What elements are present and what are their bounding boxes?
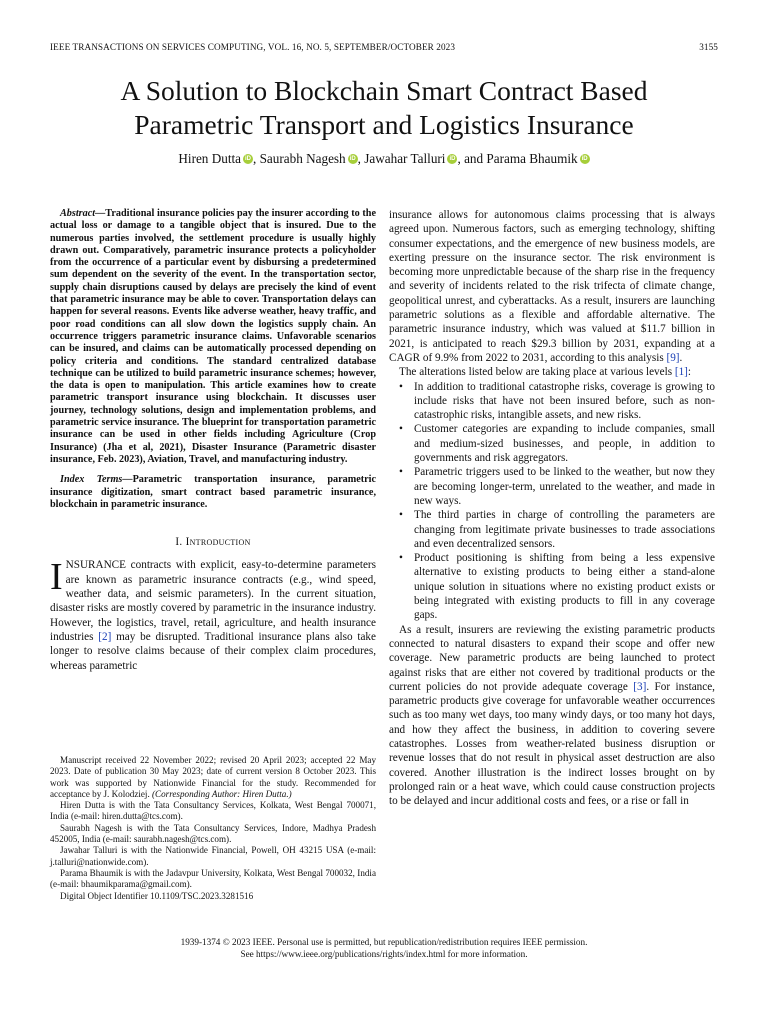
section-title: Introduction xyxy=(185,536,251,549)
footnote-manuscript xyxy=(50,755,376,800)
list-item: • Product positioning is shifting from being a less expensive alternative to existing products to being either a stand-alone unique solution in situations where no existing product exists or being integrated with existing products to fill in any coverage gaps. xyxy=(414,551,715,622)
abstract-text: Traditional insurance policies pay the insurer according to the actual loss or damage to a tangible object that is insured. Due to the numerous parties involved, the settlement procedure is usually highly drawn out. Comparatively, parametric insurance protects a policyholder from the occurrence of a particular event by disbursing a predetermined sum dependent on the severity of the event. In the transportation sector, supply chain disruptions caused by delays are precisely the kind of event that parametric insurance may be able to cover. Transportation delays can happen for several reasons. Events like adverse weather, heavy traffic, and poor road conditions can all slow down the logistics supply chain. An occurrence triggers parametric insurance claims. Unfavorable scenarios can be insured, and claims can be automatically processed depending on policy criteria and conditions. The standard centralized database technique can be utilized to build parametric insurance schemes; however, the data is open to manipulation. This article examines how to create parametric transport insurance using blockchain. It discusses user journey, technology solutions, design and implementation problems, and parametric service insurance. The blueprint for transportation parametric insurance can be used in other fields including Agriculture (Crop Insurance) (Jha et al, 2021), Disaster Insurance (Parametric disaster insurance, Feb. 2023), Aviation, Travel, and manufacturing industry. xyxy=(50,208,376,465)
body-text: . xyxy=(679,351,683,364)
footnote-affiliation: Jawahar Talluri is with the Nationwide Financial, Powell, OH 43215 USA (e-mail: j.talluri@nationwide.com). xyxy=(50,845,376,867)
author-separator: , xyxy=(253,151,260,166)
index-terms-label: Index Terms— xyxy=(60,474,133,486)
body-paragraph xyxy=(389,623,715,809)
abstract xyxy=(50,208,376,466)
orcid-icon[interactable]: iD xyxy=(449,156,456,162)
bullet-list xyxy=(389,380,715,623)
copyright-line: 1939-1374 © 2023 IEEE. Personal use is permitted, but republication/redistribution requires IEEE permission. xyxy=(180,937,588,947)
body-text: As a result, insurers are reviewing the existing parametric products connected to natural disasters to expand their scope and offer new coverage. New parametric products are being launched to protect against risks that are either not covered by traditional products or the current policies do not provide adequate coverage xyxy=(389,623,715,693)
index-terms xyxy=(50,474,376,511)
index-terms-text: Parametric transportation insurance, parametric insurance digitization, smart contract based parametric insurance, blockchain in parametric insurance. xyxy=(50,474,376,510)
abstract-label: Abstract— xyxy=(60,208,106,219)
running-header xyxy=(50,42,718,52)
body-paragraph xyxy=(389,365,715,379)
rights-line: See https://www.ieee.org/publications/rights/index.html for more information. xyxy=(240,948,528,959)
footnote-affiliation: Hiren Dutta is with the Tata Consultancy Services, Kolkata, West Bengal 700071, India (e-mail: hiren.dutta@tcs.com). xyxy=(50,800,376,822)
citation-link[interactable]: [1] xyxy=(674,366,688,379)
footnote-doi: Digital Object Identifier 10.1109/TSC.2023.3281516 xyxy=(60,890,254,901)
author-3: Jawahar Talluri xyxy=(364,151,446,166)
section-heading xyxy=(50,535,376,549)
title-line-1: A Solution to Blockchain Smart Contract Based xyxy=(120,75,648,106)
author-separator: , and xyxy=(457,151,487,166)
author-1: Hiren Dutta xyxy=(178,151,241,166)
page-number: 3155 xyxy=(699,42,718,52)
list-item: • The third parties in charge of controlling the parameters are changing from legitimate private businesses to trade associations and even decentralized sensors. xyxy=(414,508,715,551)
author-4: Parama Bhaumik xyxy=(486,151,578,166)
citation-link[interactable]: [3] xyxy=(633,680,647,693)
left-column xyxy=(50,208,376,673)
footnotes xyxy=(50,755,376,902)
intro-paragraph xyxy=(50,558,376,672)
list-item: • Parametric triggers used to be linked to the weather, but now they are becoming longer-term, unrelated to the weather, and made in new ways. xyxy=(414,465,715,508)
citation-link[interactable]: [9] xyxy=(666,351,680,364)
footnote-text: Manuscript received 22 November 2022; revised 20 April 2023; accepted 22 May 2023. Date of publication 30 May 2023; date of current version 8 October 2023. This work was supported by Nationwide Financial for the study. Recommended for acceptance by J. Kolodziej. xyxy=(50,755,376,799)
body-paragraph xyxy=(389,208,715,365)
orcid-icon[interactable]: iD xyxy=(581,156,588,162)
right-column xyxy=(389,208,715,808)
journal-name: IEEE TRANSACTIONS ON SERVICES COMPUTING, VOL. 16, NO. 5, SEPTEMBER/OCTOBER 2023 xyxy=(50,42,456,52)
author-list xyxy=(40,151,728,167)
list-item: • In addition to traditional catastrophe risks, coverage is growing to include risks that have not been insured before, such as non-catastrophic risks, intangible assets, and new risks. xyxy=(414,380,715,423)
intro-text: may be disrupted. Traditional insurance plans also take longer to resolve claims because of their complex claim procedures, whereas parametric xyxy=(50,630,376,672)
intro-text: NSURANCE contracts with explicit, easy-to-determine parameters are known as parametric insurance contracts (e.g., wind speed, weather data, and seismic parameters). In the current situation, disaster risks are mostly covered by parametric in the insurance industry. However, the logistics, travel, retail, agriculture, and health insurance industries xyxy=(50,559,376,643)
citation-link[interactable]: [2] xyxy=(98,630,112,643)
body-text: insurance allows for autonomous claims processing that is always agreed upon. Numerous factors, such as emerging technology, shifting consumer expectations, and the emergence of new business models, are exerting pressure on the insurance sector. The risk environment is becoming more unpredictable because of the sharp rise in the frequency and severity of incidents related to the risk trifecta of climate change, geopolitical unrest, and cyberattacks. As a result, insurers are launching parametric solutions as a flexible and affordable alternative. The parametric insurance industry, which was valued at $11.7 billion in 2021, is anticipated to reach $29.3 billion by 2031, expanding at a CAGR of 9.9% from 2022 to 2031, according to this analysis xyxy=(389,209,715,364)
footnote-affiliation: Saurabh Nagesh is with the Tata Consultancy Services, Indore, Madhya Pradesh 452005, India (e-mail: saurabh.nagesh@tcs.com). xyxy=(50,822,376,845)
drop-cap: I xyxy=(50,556,63,599)
body-text: : xyxy=(687,366,692,379)
title-line-2: Parametric Transport and Logistics Insurance xyxy=(134,109,634,140)
list-item: • Customer categories are expanding to include companies, small and medium-sized businesses, and people, in addition to governments and risk aggregators. xyxy=(414,422,715,465)
footnote-affiliation: Parama Bhaumik is with the Jadavpur University, Kolkata, West Bengal 700032, India (e-mail: bhaumikparama@gmail.com). xyxy=(50,867,376,890)
orcid-icon[interactable]: iD xyxy=(245,156,251,162)
orcid-icon[interactable]: iD xyxy=(349,156,356,162)
author-separator: , xyxy=(357,151,365,166)
copyright-footer xyxy=(40,937,728,960)
paper-title xyxy=(40,74,728,142)
body-text: . For instance, parametric products give coverage for unfavorable weather occurrences such as too many wet days, too many windy days, or too many hot days, and how they affect the business, in addition to covering severe catastrophes. Losses from weather-related business disruption or revenue losses that do not result in physical asset destruction are also covered. Another illustration is the indirect losses brought on by prolonged rain or a heat wave, which could cause construction projects to be delayed and incur additional costs and fees, or a rise or fall in xyxy=(389,680,715,808)
body-text: The alterations listed below are taking place at various levels xyxy=(399,366,675,379)
section-number: I. xyxy=(175,536,186,549)
footnote-corresponding: (Corresponding Author: Hiren Dutta.) xyxy=(152,788,292,799)
author-2: Saurabh Nagesh xyxy=(259,151,346,166)
